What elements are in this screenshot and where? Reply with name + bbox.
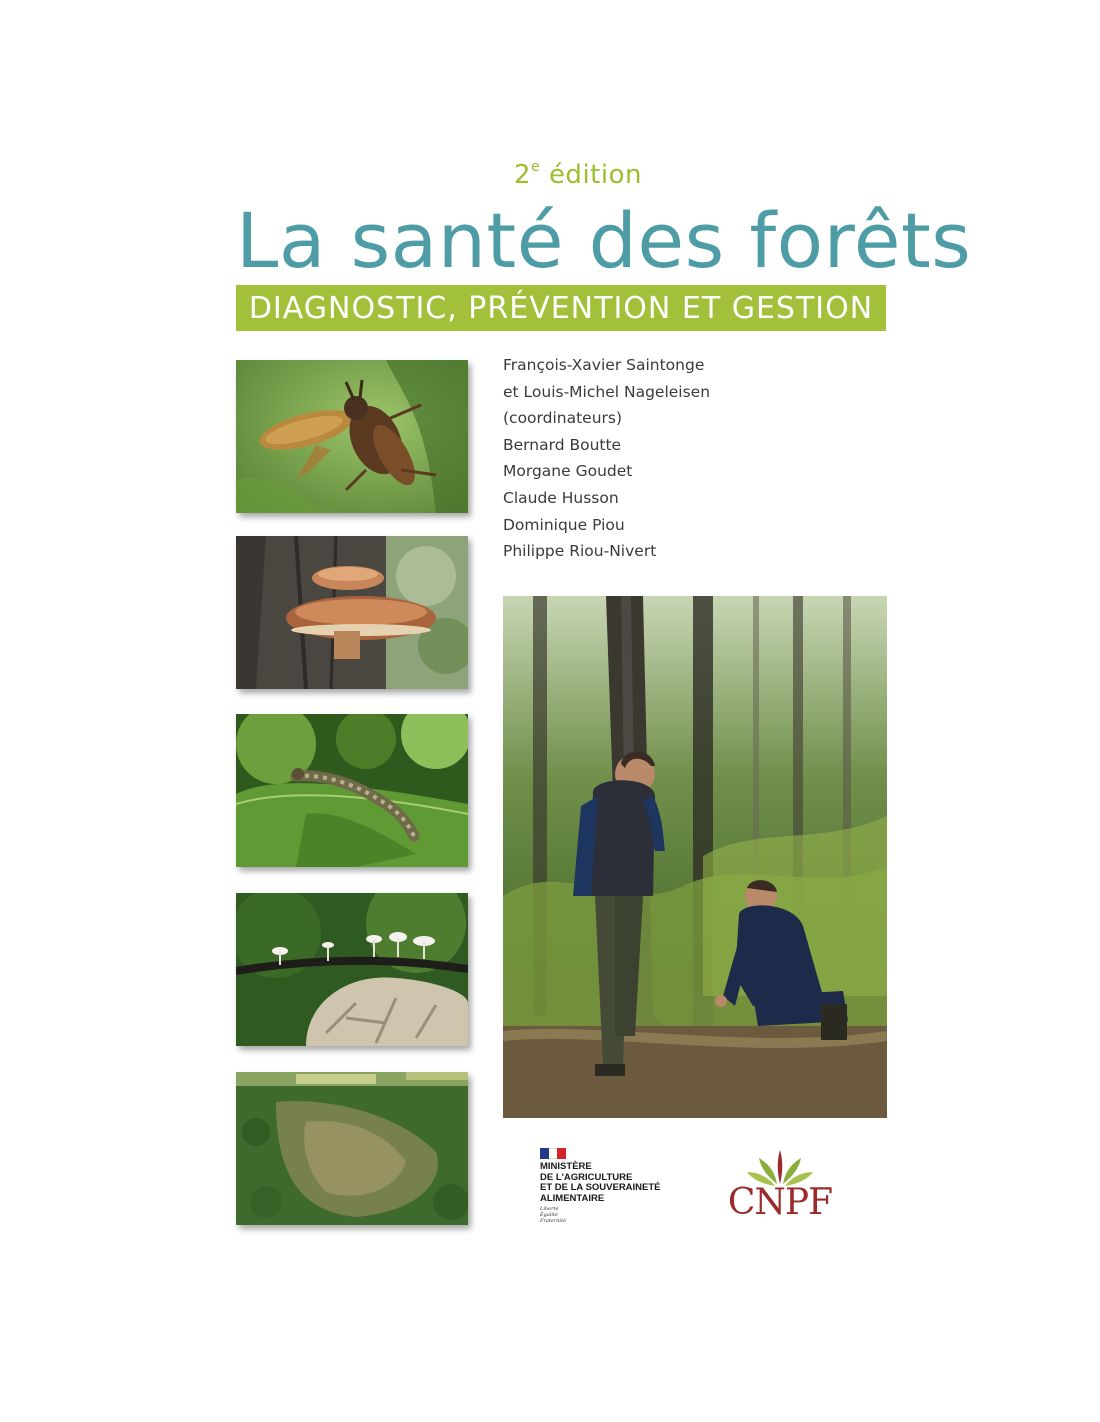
book-title: La santé des forêts [236, 196, 972, 285]
author-line: Claude Husson [503, 488, 619, 507]
ministry-name [540, 1162, 700, 1204]
author-line: et Louis-Michel Nageleisen [503, 382, 711, 401]
subtitle-band [236, 285, 886, 331]
white-mushrooms-on-branch-photo [236, 893, 468, 1046]
edition-number: 2 [514, 160, 532, 190]
caterpillar-on-leaf-photo [236, 714, 468, 867]
ministry-line: ALIMENTAIRE [540, 1192, 605, 1204]
motto-line: Fraternité [540, 1218, 566, 1224]
ministry-line: MINISTÈRE [540, 1161, 592, 1172]
author-line: Dominique Piou [503, 515, 625, 534]
author-line: François-Xavier Saintonge [503, 356, 705, 374]
foresters-examining-tree-photo [503, 596, 887, 1118]
author-line: Philippe Riou-Nivert [503, 542, 657, 561]
edition-superscript: e [531, 159, 541, 176]
cockchafer-beetle-photo [236, 360, 468, 513]
author-line: Morgane Goudet [503, 462, 633, 481]
ministry-line: DE L'AGRICULTURE [540, 1171, 633, 1183]
bracket-fungus-photo [236, 536, 468, 689]
book-subtitle: DIAGNOSTIC, PRÉVENTION ET GESTION [248, 290, 874, 326]
author-line: Bernard Boutte [503, 435, 622, 454]
ministry-line: ET DE LA SOUVERAINETÉ [540, 1182, 661, 1193]
motto-line: Égalité [540, 1212, 558, 1218]
author-line: (coordinateurs) [503, 409, 623, 428]
motto-line: Liberté [540, 1206, 559, 1212]
ministry-logo [540, 1148, 700, 1228]
cnpf-logo [727, 1148, 833, 1224]
french-flag-icon [540, 1148, 566, 1159]
aerial-forest-photo [236, 1072, 468, 1225]
cnpf-wordmark: CNPF [727, 1182, 833, 1223]
edition-word: édition [548, 160, 642, 190]
republic-motto [540, 1206, 566, 1224]
author-list [503, 352, 710, 565]
edition-label [514, 160, 642, 190]
